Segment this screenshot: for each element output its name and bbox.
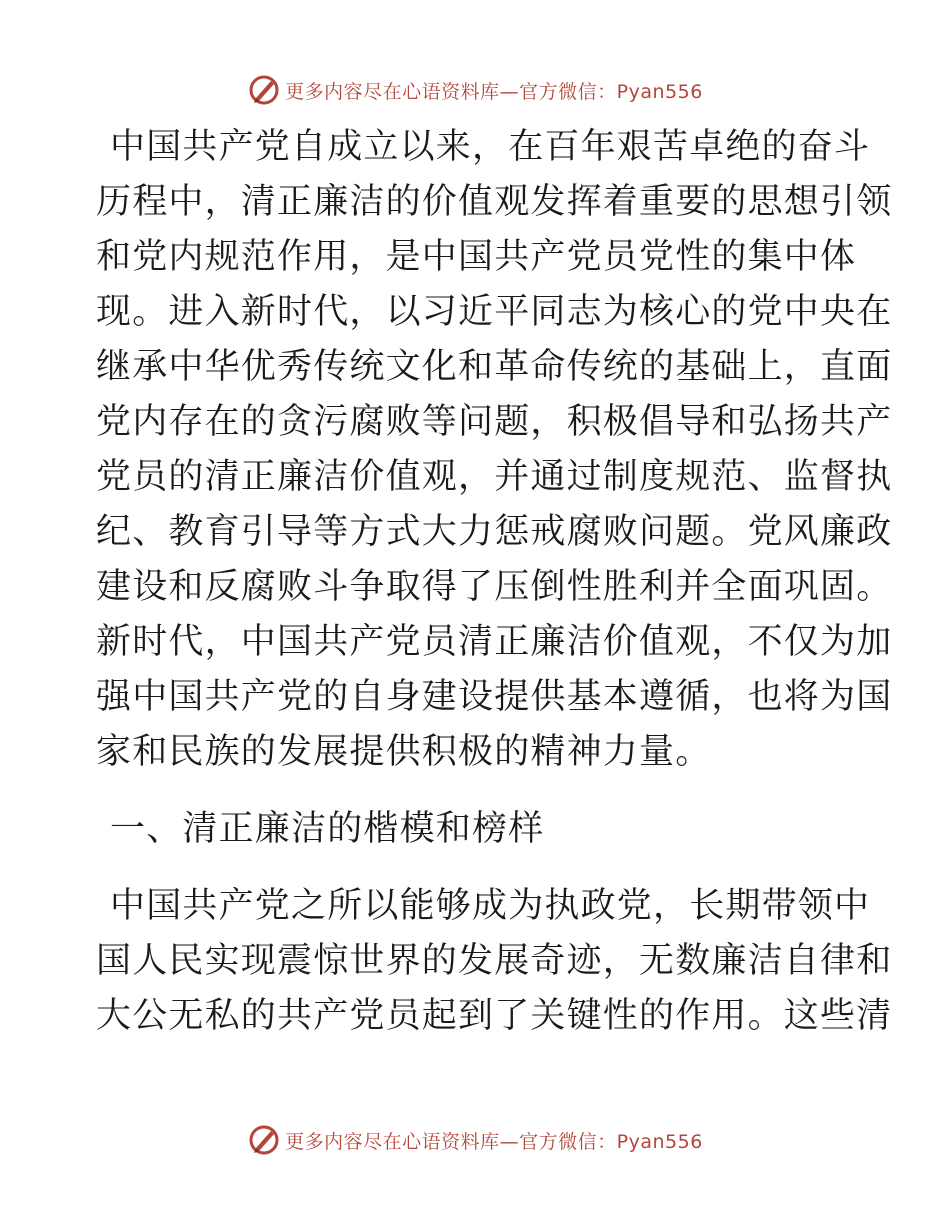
text-line: 中国共产党自成立以来，在百年艰苦卓绝的奋斗: [110, 127, 871, 167]
text-line: 强中国共产党的自身建设提供基本遵循，也将为国: [96, 677, 893, 717]
banner-text-group: [285, 1127, 703, 1154]
section-heading-text: 一、清正廉洁的楷模和榜样: [110, 809, 545, 849]
banner-site-text: 更多内容尽在心语资料库: [285, 80, 500, 103]
pen-logo-icon: [247, 1123, 281, 1157]
text-line: 和党内规范作用，是中国共产党员党性的集中体: [96, 237, 857, 277]
text-line: 家和民族的发展提供积极的精神力量。: [96, 732, 712, 772]
text-line: 大公无私的共产党员起到了关键性的作用。这些清: [96, 996, 893, 1036]
text-line: 历程中，清正廉洁的价值观发挥着重要的思想引领: [96, 182, 893, 222]
text-line: 现。进入新时代，以习近平同志为核心的党中央在: [96, 292, 893, 332]
header-watermark-banner: [0, 70, 950, 110]
banner-site-text: 更多内容尽在心语资料库: [285, 1130, 500, 1153]
banner-text-group: [285, 77, 703, 104]
footer-watermark-banner: [0, 1120, 950, 1160]
paragraph-section-one: [96, 879, 893, 1044]
text-line: 党内存在的贪污腐败等问题，积极倡导和弘扬共产: [96, 402, 893, 442]
banner-separator: —: [499, 80, 520, 103]
text-line: 党员的清正廉洁价值观，并通过制度规范、监督执: [96, 457, 893, 497]
text-line: 新时代，中国共产党员清正廉洁价值观，不仅为加: [96, 622, 893, 662]
text-line: 中国共产党之所以能够成为执政党，长期带领中: [110, 886, 871, 926]
text-line: 建设和反腐败斗争取得了压倒性胜利并全面巩固。: [96, 567, 893, 607]
section-heading: [96, 802, 856, 857]
text-line: 继承中华优秀传统文化和革命传统的基础上，直面: [96, 347, 893, 387]
document-body: [96, 120, 893, 1044]
text-line: 纪、教育引导等方式大力惩戒腐败问题。党风廉政: [96, 512, 893, 552]
pen-logo-icon: [247, 73, 281, 107]
text-line: 国人民实现震惊世界的发展奇迹，无数廉洁自律和: [96, 941, 893, 981]
banner-contact-text: 官方微信：Pyan556: [519, 1130, 703, 1153]
paragraph-intro: [96, 120, 893, 780]
banner-contact-text: 官方微信：Pyan556: [519, 80, 703, 103]
banner-separator: —: [499, 1130, 520, 1153]
